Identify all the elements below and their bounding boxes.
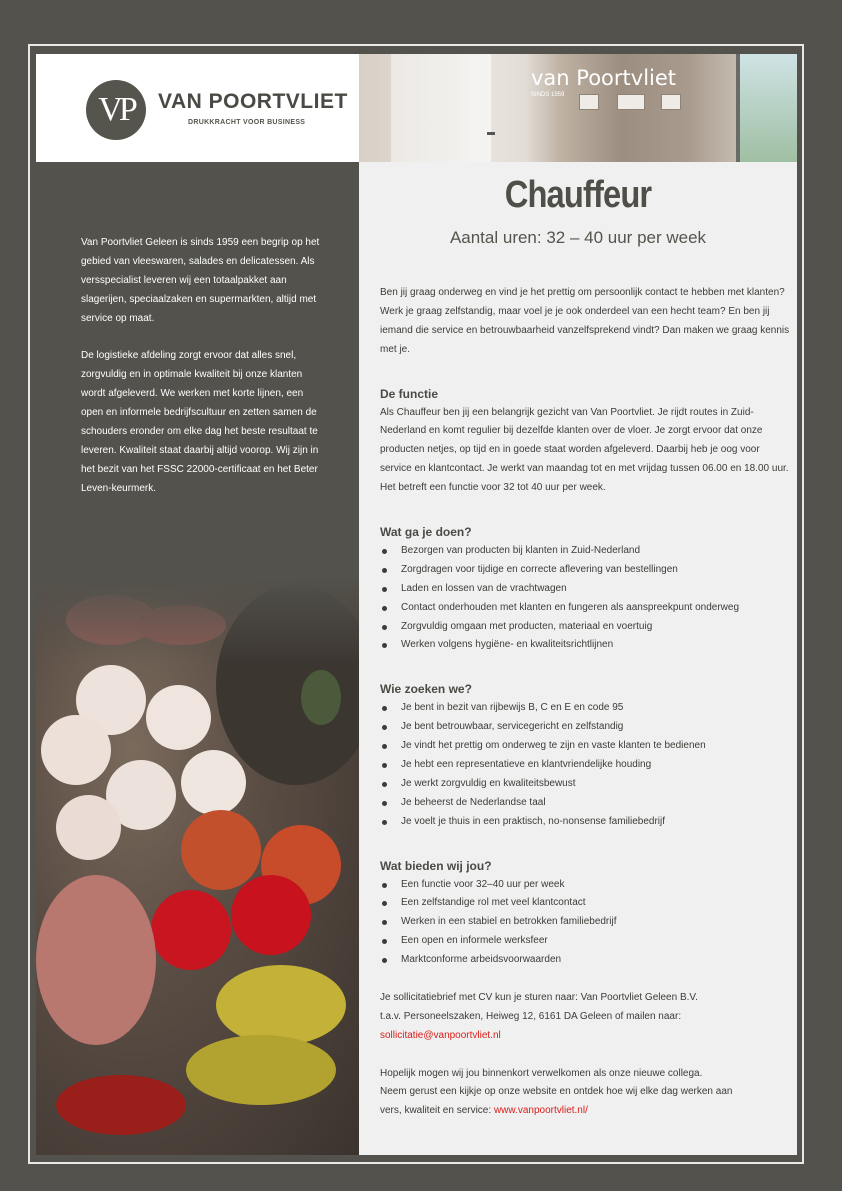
list-item: Je werkt zorgvuldig en kwaliteitsbewust — [380, 775, 790, 794]
list-item: Een open en informele werksfeer — [380, 932, 790, 951]
photo-fade — [36, 575, 359, 665]
list-item: Contact onderhouden met klanten en fungeren als aanspreekpunt onderweg — [380, 599, 790, 618]
logo-mark: VP — [86, 80, 146, 140]
photo-door — [391, 54, 491, 162]
photo-peppers-yellow — [186, 1035, 336, 1105]
page-title: Chauffeur — [504, 174, 652, 216]
list-item: Marktconforme arbeidsvoorwaarden — [380, 951, 790, 970]
logo-name: VAN POORTVLIET — [158, 90, 348, 113]
closing-line-1: Hopelijk mogen wij jou binnenkort verwelkomen als onze nieuwe collega. — [380, 1067, 703, 1079]
doen-list — [380, 542, 790, 655]
apply-line-2: t.a.v. Personeelszaken, Heiweg 12, 6161 DA Geleen of mailen naar: — [380, 1010, 682, 1022]
photo-wall-sign-sub: SINDS 1959 — [531, 92, 565, 98]
photo-pepper — [151, 890, 231, 970]
photo-wall-sign: van Poortvliet — [531, 66, 677, 90]
company-intro — [81, 234, 321, 518]
photo-cheese — [181, 750, 246, 815]
photo-cheese — [56, 795, 121, 860]
closing-line-3: vers, kwaliteit en service: — [380, 1105, 492, 1117]
photo-chili — [56, 1075, 186, 1135]
apply-line-1: Je sollicitatiebrief met CV kun je sturen naar: Van Poortvliet Geleen B.V. — [380, 991, 698, 1003]
intro-paragraph: Ben jij graag onderweg en vind je het prettig om persoonlijk contact te hebben met klanten? Werk je graag zelfstandig, maar voel je je ook onderdeel van een hecht team? En ben jij iemand die service en betrouwbaarheid vanzelfsprekend vindt? Dan maken we graag kennis met je. — [380, 287, 790, 355]
photo-window — [736, 54, 797, 162]
bieden-list — [380, 876, 790, 971]
website-link[interactable]: www.vanpoortvliet.nl/ — [493, 1105, 588, 1117]
section-heading-zoeken: Wie zoeken we? — [380, 682, 472, 697]
photo-door-handle — [487, 132, 495, 135]
list-item: Je beheerst de Nederlandse taal — [380, 794, 790, 813]
company-intro-paragraph: Van Poortvliet Geleen is sinds 1959 een begrip op het gebied van vleeswaren, salades en delicatessen. Als versspecialist leveren wij een totaalpakket aan slagerijen, speciaalzaken en supermarkten, altijd met service op maat. — [81, 237, 320, 324]
zoeken-list — [380, 699, 790, 831]
list-item: Werken volgens hygiëne- en kwaliteitsrichtlijnen — [380, 636, 790, 655]
photo-frame-1 — [579, 94, 599, 110]
section-heading-doen: Wat ga je doen? — [380, 524, 472, 539]
section-heading-bieden: Wat bieden wij jou? — [380, 858, 492, 873]
email-link[interactable]: sollicitatie@vanpoortvliet.nl — [380, 1029, 501, 1041]
hours-subtitle: Aantal uren: 32 – 40 uur per week — [449, 228, 707, 247]
list-item: Een zelfstandige rol met veel klantcontact — [380, 894, 790, 913]
photo-cheese — [146, 685, 211, 750]
logo-panel — [36, 54, 359, 162]
photo-cheese — [41, 715, 111, 785]
list-item: Je bent in bezit van rijbewijs B, C en E en code 95 — [380, 699, 790, 718]
list-item: Zorgvuldig omgaan met producten, materiaal en voertuig — [380, 618, 790, 637]
logo-tagline: DRUKKRACHT VOOR BUSINESS — [188, 119, 306, 126]
logistics-paragraph: De logistieke afdeling zorgt ervoor dat alles snel, zorgvuldig en in optimale kwaliteit bij onze klanten wordt afgeleverd. We werken met korte lijnen, een open en informele bedrijfscultuur en zetten samen de schouders eronder om elke dag het beste resultaat te leveren. Kwaliteit staat daarbij altijd voorop. Wij zijn in het bezit van het FSSC 22000-certificaat en het Beter Leven-keurmerk. — [81, 350, 319, 494]
photo-peppers-yellow — [216, 965, 346, 1045]
closing-line-2: Neem gerust een kijkje op onze website en ontdek hoe wij elke dag werken aan — [380, 1086, 733, 1098]
functie-paragraph: Als Chauffeur ben jij een belangrijk gezicht van Van Poortvliet. Je rijdt routes in Zuid-Nederland en komt regulier bij dezelfde klanten over de vloer. Je zorgt ervoor dat onze producten netjes, op tijd en in goede staat worden afgeleverd. Daarbij heb je oog voor service en klantcontact. Je werkt van maandag tot en met vrijdag tussen 06.00 en 18.00 uur. Het betreft een functie voor 32 tot 40 uur per week. — [380, 406, 789, 494]
list-item: Je bent betrouwbaar, servicegericht en zelfstandig — [380, 718, 790, 737]
list-item: Werken in een stabiel en betrokken familiebedrijf — [380, 913, 790, 932]
photo-ham — [36, 875, 156, 1045]
list-item: Je vindt het prettig om onderweg te zijn en vaste klanten te bedienen — [380, 737, 790, 756]
photo-pepper — [181, 810, 261, 890]
section-heading-functie: De functie — [380, 386, 439, 401]
list-item: Laden en lossen van de vrachtwagen — [380, 580, 790, 599]
list-item: Bezorgen van producten bij klanten in Zuid-Nederland — [380, 542, 790, 561]
vacancy-body — [380, 284, 790, 1121]
photo-frame-3 — [661, 94, 681, 110]
food-photo — [36, 575, 359, 1155]
header-photo — [359, 54, 797, 162]
list-item: Je voelt je thuis in een praktisch, no-nonsense familiebedrijf — [380, 813, 790, 832]
list-item: Een functie voor 32–40 uur per week — [380, 876, 790, 895]
vacancy-panel — [359, 162, 797, 1155]
photo-frame-2 — [617, 94, 645, 110]
list-item: Zorgdragen voor tijdige en correcte aflevering van bestellingen — [380, 561, 790, 580]
list-item: Je hebt een representatieve en klantvriendelijke houding — [380, 756, 790, 775]
photo-pepper — [231, 875, 311, 955]
photo-olive — [301, 670, 341, 725]
